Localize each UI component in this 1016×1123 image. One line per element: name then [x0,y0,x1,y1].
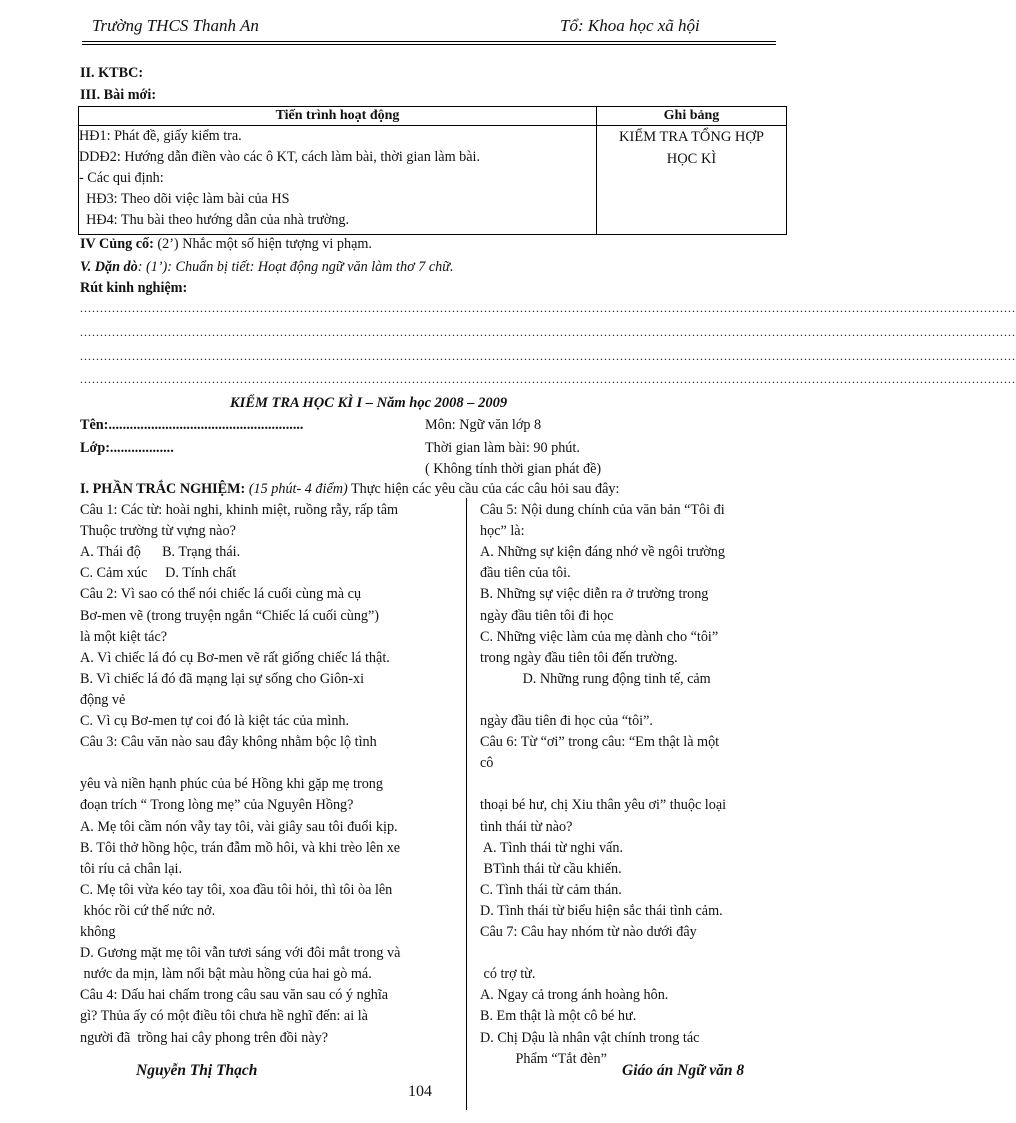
question-line: B. Những sự việc diễn ra ở trường trong [480,586,709,603]
question-line: học” là: [480,523,525,540]
dan-do-line [80,259,454,275]
header-school: Trường THCS Thanh An [92,16,259,35]
question-line: người đã trồng hai cây phong trên đồi này? [80,1029,329,1046]
lesson-table [78,106,787,235]
exam-note: ( Không tính thời gian phát đề) [425,461,602,477]
question-line: Câu 3: Câu văn nào sau đây không nhằm bộc lộ tình [80,734,377,751]
question-line: D. Tình thái từ biểu hiện sắc thái tình cảm. [480,902,723,919]
question-line: A. Những sự kiện đáng nhớ về ngôi trường [480,544,725,561]
question-line: A. Ngay cả trong ánh hoàng hôn. [480,987,669,1004]
dotted-line: .......................................................................................................................................................................................................................................... [80,301,1016,315]
header-rule-1 [82,41,776,42]
table-header-activities: Tiến trình hoạt động [79,107,597,126]
dotted-line: .......................................................................................................................................................................................................................................... [80,372,1016,386]
question-line: D. Chị Dậu là nhân vật chính trong tác [480,1029,700,1046]
question-line: Câu 7: Câu hay nhóm từ nào dưới đây [480,924,697,940]
footer-book: Giáo án Ngữ văn 8 [622,1062,745,1079]
exam-subject: Môn: Ngữ văn lớp 8 [425,417,542,433]
question-line: Câu 5: Nội dung chính của văn bản “Tôi đi [480,502,725,518]
header-dept: Tổ: Khoa học xã hội [560,16,700,35]
rut-kinh-nghiem: Rút kinh nghiệm: [80,280,188,296]
dan-do-text: : (1’): Chuẩn bị tiết: Hoạt động ngữ văn làm thơ 7 chữ. [137,259,454,275]
question-line: tình thái từ nào? [480,818,573,835]
question-line: không [80,924,116,940]
question-line: B. Tôi thở hồng hộc, trán đẫm mồ hôi, và khi trèo lên xe [80,839,401,856]
question-line: ngày đầu tiên tôi đi học [480,607,614,624]
exam-class-field: Lớp:.................. [80,440,174,456]
cung-co-label: IV Củng cố: [80,236,154,252]
question-line: C. Vì cụ Bơ-men tự coi đó là kiệt tác của mình. [80,713,350,729]
question-line: C. Tình thái từ cảm thán. [480,881,622,898]
table-board-cell [597,126,787,235]
question-line: yêu và niền hạnh phúc của bé Hồng khi gặp mẹ trong [80,776,383,793]
section-bai-moi: III. Bài mới: [80,87,157,103]
exam-title: KIỂM TRA HỌC KÌ I – Năm học 2008 – 2009 [230,395,508,411]
question-line: tôi ríu cả chân lại. [80,860,183,877]
dotted-line: .......................................................................................................................................................................................................................................... [80,325,1016,339]
question-line: nước da mịn, làm nổi bật màu hồng của hai gò má. [80,966,372,983]
question-line: C. Những việc làm của mẹ dành cho “tôi” [480,628,719,645]
footer-author: Nguyễn Thị Thạch [136,1062,258,1079]
cung-co-line [80,236,372,252]
question-line: A. Mẹ tôi cầm nón vẫy tay tôi, vài giây sau tôi đuổi kịp. [80,818,398,835]
question-line: B. Em thật là một cô bé hư. [480,1008,637,1025]
table-activities-cell [79,126,597,235]
dan-do-label: V. Dặn dò [80,259,138,275]
part1-time: (15 phút- 4 điểm) [245,481,348,497]
part1-heading [80,481,619,497]
section-ktbc: II. KTBC: [80,65,144,81]
question-line: BTình thái từ cầu khiến. [480,860,622,877]
cung-co-text: (2’) Nhắc một số hiện tượng vi phạm. [153,236,372,252]
activity-row: DDĐ2: Hướng dẫn điền vào các ô KT, cách làm bài, thời gian làm bài. [79,149,481,165]
question-line: D. Gương mặt mẹ tôi vẫn tươi sáng với đôi mắt trong và [80,945,401,962]
question-line: khóc rồi cứ thế nức nở. [80,902,216,919]
question-line: trong ngày đầu tiên tôi đến trường. [480,649,678,666]
question-line: Câu 1: Các từ: hoài nghi, khinh miệt, ruồng rẫy, rấp tâm [80,502,399,518]
question-line: C. Cảm xúc D. Tính chất [80,565,237,582]
activity-row: HĐ4: Thu bài theo hướng dẫn của nhà trường. [79,212,350,228]
question-line: C. Mẹ tôi vừa kéo tay tôi, xoa đầu tôi hỏi, thì tôi òa lên [80,881,393,898]
question-line: Câu 6: Từ “ơi” trong câu: “Em thật là một [480,734,720,751]
activity-row: HĐ1: Phát đề, giấy kiểm tra. [79,128,242,144]
question-line: Câu 4: Dấu hai chấm trong câu sau văn sau có ý nghĩa [80,987,389,1004]
question-line: thoại bé hư, chị Xiu thân yêu ơi” thuộc loại [480,797,727,814]
exam-duration: Thời gian làm bài: 90 phút. [425,440,580,456]
dotted-line: .......................................................................................................................................................................................................................................... [80,349,1016,363]
question-line: đầu tiên của tôi. [480,565,571,582]
activity-row: - Các qui định: [79,170,164,186]
question-line: B. Vì chiếc lá đó đã mạng lại sự sống cho Giôn-xi [80,670,365,687]
column-divider [466,498,467,1110]
question-line: là một kiệt tác? [80,628,168,645]
question-line: Câu 2: Vì sao có thể nói chiếc lá cuối cùng mà cụ [80,586,362,603]
question-line: Phẩm “Tắt đèn” [480,1050,607,1067]
question-line: Thuộc trường từ vựng nào? [80,523,236,540]
footer-page-number: 104 [408,1083,432,1100]
header-rule-2 [82,44,776,45]
activity-row: HĐ3: Theo dõi việc làm bài của HS [79,191,290,207]
question-line: A. Thái độ B. Trạng thái. [80,544,241,561]
part1-label: I. PHẦN TRẮC NGHIỆM: [80,481,246,497]
board-note-line2: HỌC KÌ [666,151,717,167]
question-line: A. Tình thái từ nghi vấn. [480,839,623,856]
question-line: A. Vì chiếc lá đó cụ Bơ-men vẽ rất giống chiếc lá thật. [80,649,390,666]
question-line: gì? Thủa ấy có một điều tôi chưa hề nghĩ đến: ai là [80,1008,368,1025]
question-line: đoạn trích “ Trong lòng mẹ” của Nguyên Hồng? [80,797,354,814]
question-line: có trợ từ. [480,966,536,983]
table-header-board: Ghi bảng [597,107,787,126]
question-line: ngày đầu tiên đi học của “tôi”. [480,713,653,729]
board-note-line1: KIỂM TRA TỔNG HỢP [619,129,764,145]
question-line: Bơ-men vẽ (trong truyện ngắn “Chiếc lá cuối cùng”) [80,607,380,624]
question-line: D. Những rung động tinh tế, cảm [480,670,711,687]
exam-name-field: Tên:....................................................... [80,417,304,433]
part1-instructions: Thực hiện các yêu cầu của các câu hỏi sau đây: [347,481,620,497]
question-line: động vẻ [80,691,126,708]
question-line: cô [480,755,494,772]
